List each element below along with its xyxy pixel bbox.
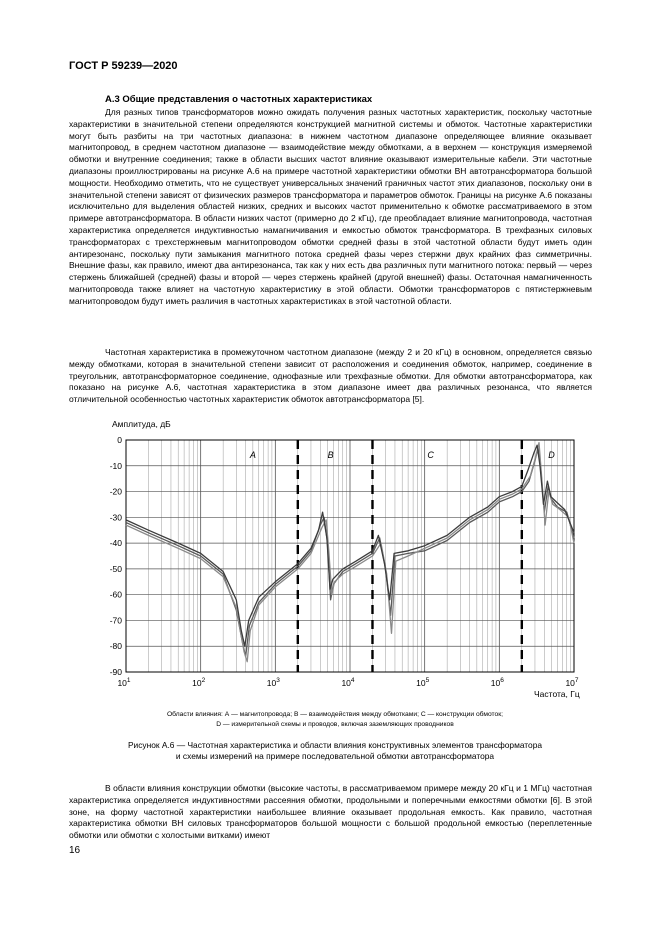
frequency-response-chart bbox=[64, 416, 594, 711]
y-tick-label: -60 bbox=[109, 589, 122, 600]
y-tick-label: -50 bbox=[109, 563, 122, 574]
region-label-a: A bbox=[249, 450, 256, 460]
paragraph-frequency-ranges: Для разных типов трансформаторов можно ожидать получения разных частотных характеристик, поскольку частотные характеристики в значительной степени определяются конструкцией магнитной системы и обмоток. Частотные характеристики могут быть разбиты на три частотных диапазона: в нижнем частотном диапазоне определяющее влияние оказывает магнитопровод, в среднем частотном диапазоне — взаимодействие между обмотками, а в верхнем — конструкция измеряемой обмотки и внутренние соединения; также в области высших частот влияние оказывают измерительные кабели. Эти частотные диапазоны проиллюстрированы на рисунке А.6 на примере частотной характеристики обмотки ВН автотрансформатора большой мощности. Необходимо отметить, что не существует универсальных значений граничных частот этих диапазонов, поскольку они в значительной степени зависят от физических размеров трансформатора и параметров обмоток. Границы на рисунке А.6 показаны исключительно для выделения областей низких, средних и высоких частот применительно к обмотке рассматриваемого в этом примере автотрансформатора. В области низких частот (примерно до 2 кГц), где преобладает влияние магнитопровода, частотная характеристика определяется индуктивностью намагничивания и емкостью обмоток трансформатора. В трехфазных силовых трансформаторах с трехстержневым магнитопроводом обмотки средней фазы в этой частотной области будут иметь один антирезонанс, поскольку пути замыкания магнитного потока средней фазы через стержни двух крайних фаз симметричны. Внешние фазы, как правило, имеют два антирезонанса, так как у них есть два различных пути магнитного потока: первый — через стержень ближайшей (средней) фазы и второй — через стержень крайней (другой внешней) фазы. Остаточная намагниченность магнитопровода также влияет на частотную характеристику в этой области. Обмотки трансформаторов с пятистержневым магнитопроводом будут иметь различия в частотных характеристиках в этой частотной области. bbox=[69, 107, 592, 306]
y-tick-label: -90 bbox=[109, 667, 122, 677]
legend-line-1: Области влияния: А — магнитопровода; В — взаимодействия между обмотками; С — конструкции обмоток; bbox=[166, 711, 504, 718]
y-tick-labels bbox=[110, 435, 123, 677]
y-tick-label: -40 bbox=[109, 538, 122, 549]
y-tick-label: -70 bbox=[109, 615, 122, 626]
y-tick-label: -10 bbox=[109, 460, 122, 471]
region-label-c: C bbox=[427, 450, 434, 460]
x-tick-label: $10^4$ bbox=[341, 677, 355, 688]
x-tick-label: $10^5$ bbox=[416, 677, 430, 688]
region-label-b: B bbox=[327, 450, 334, 460]
x-tick-label: $10^7$ bbox=[565, 677, 579, 688]
caption-line-1: Рисунок А.6 — Частотная характеристика и области влияния конструктивных элементов трансформатора bbox=[127, 740, 543, 750]
y-tick-label: -30 bbox=[109, 512, 122, 523]
chart-svg bbox=[64, 416, 594, 706]
x-tick-labels bbox=[117, 677, 578, 688]
x-tick-label: $10^1$ bbox=[117, 677, 131, 688]
y-tick-label: 0 bbox=[117, 435, 122, 445]
section-title: А.3 Общие представления о частотных характеристиках bbox=[105, 94, 373, 105]
figure-caption bbox=[70, 740, 600, 762]
figure-legend bbox=[70, 710, 600, 730]
x-tick-label: $10^2$ bbox=[192, 677, 206, 688]
x-tick-label: $10^6$ bbox=[490, 677, 504, 688]
region-label-d: D bbox=[548, 450, 555, 460]
y-tick-label: -20 bbox=[109, 486, 122, 497]
paragraph-winding-design: В области влияния конструкции обмотки (высокие частоты, в рассматриваемом примере между 20 кГц и 1 МГц) частотная характеристика определяется индуктивностями рассеяния обмотки, продольными и поперечными емкостями обмотки [6]. В этой зоне, на форму частотной характеристики наибольшее влияние оказывает продольная емкость. Как правило, частотная характеристика обмотки ВН силовых трансформаторов большой мощности с большой продольной емкостью (переплетенные обмотки или обмотки с холостыми витками) имеют bbox=[69, 783, 592, 841]
document-header: ГОСТ Р 59239—2020 bbox=[69, 60, 178, 72]
region-boundaries bbox=[298, 440, 522, 672]
x-tick-label: $10^3$ bbox=[266, 677, 280, 688]
caption-line-2: и схемы измерений на примере последовательной обмотки автотрансформатора bbox=[175, 751, 495, 761]
y-axis-label: Амплитуда, дБ bbox=[112, 419, 171, 429]
x-axis-label: Частота, Гц bbox=[534, 689, 580, 699]
paragraph-intermediate-range: Частотная характеристика в промежуточном частотном диапазоне (между 2 и 20 кГц) в основном, определяется связью между обмотками, которая в значительной степени зависит от расположения и соединения обмоток, например, соединение в треугольник, автотрансформаторное соединение, однофазные или трехфазные обмотки. Для обмотки автотрансформатора, как показано на рисунке А.6, частотная характеристика в этом диапазоне имеет два различных резонанса, что является отличительной особенностью частотных характеристик обмоток автотрансформатора [5]. bbox=[69, 347, 592, 405]
legend-line-2: D — измерительной схемы и проводов, включая заземляющих проводников bbox=[216, 721, 454, 728]
y-tick-label: -80 bbox=[109, 641, 122, 652]
page-number: 16 bbox=[69, 845, 81, 856]
grid-minor bbox=[148, 440, 570, 672]
